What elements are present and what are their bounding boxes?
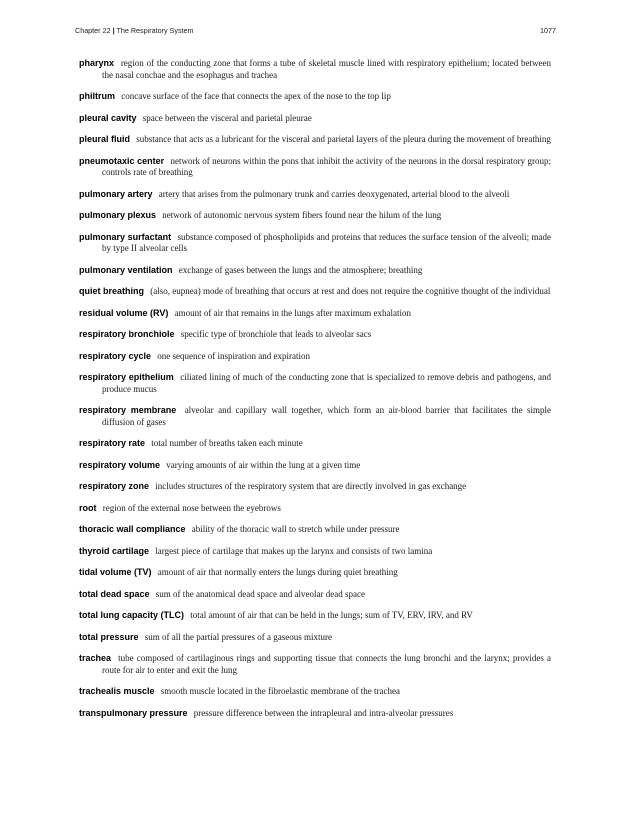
glossary-definition: space between the visceral and parietal pleurae [142,112,312,123]
chapter-title: The Respiratory System [116,26,194,35]
glossary-definition: largest piece of cartilage that makes up the larynx and consists of two lamina [155,545,433,556]
glossary-definition: (also, eupnea) mode of breathing that occurs at rest and does not require the cognitive thought of the individual [150,286,551,296]
glossary-definition: specific type of bronchiole that leads to alveolar sacs [180,329,372,339]
glossary-definition: region of the external nose between the eyebrows [102,502,281,513]
glossary-term: respiratory cycle [79,350,152,361]
glossary-entry [79,210,551,222]
glossary-definition: network of neurons within the pons that inhibit the activity of the neurons in the dorsal respiratory group; controls rate of breathing [102,155,551,177]
glossary-entry [79,438,551,450]
glossary-entry [79,481,551,493]
glossary-term: pneumotaxic center [79,155,165,166]
glossary-term: respiratory rate [79,438,146,448]
glossary-term: tidal volume (TV) [79,567,152,577]
glossary-definition: includes structures of the respiratory system that are directly involved in gas exchange [155,481,467,491]
glossary-term: pulmonary artery [79,188,153,199]
glossary-entry [79,265,551,277]
glossary-definition: artery that arises from the pulmonary trunk and carries deoxygenated, arterial blood to the alveoli [158,188,510,199]
glossary-entry [79,567,551,579]
glossary-definition: one sequence of inspiration and expiration [157,350,310,361]
page-number: 1077 [540,26,556,35]
glossary-entry [79,372,551,395]
glossary-definition: substance composed of phospholipids and proteins that reduces the surface tension of the alveoli; made by type II alveolar cells [102,231,552,253]
glossary-entry [79,232,551,255]
glossary-entry [79,610,551,622]
header-separator: | [112,26,115,35]
glossary-term: pulmonary plexus [79,210,157,220]
glossary-entry [79,708,551,720]
glossary-term: total pressure [79,631,139,642]
glossary-definition: sum of all the partial pressures of a gaseous mixture [144,631,332,642]
glossary-definition: alveolar and capillary wall together, which form an air-blood barrier that facilitates the simple diffusion of gases [102,405,552,427]
glossary-definition: region of the conducting zone that forms a tube of skeletal muscle lined with respiratory epithelium; located between the nasal conchae and the esophagus and trachea [102,58,552,80]
glossary-definition: total amount of air that can be held in the lungs; sum of TV, ERV, IRV, and RV [190,610,473,620]
glossary-entry [79,546,551,558]
glossary-entry [79,156,551,179]
glossary-definition: network of autonomic nervous system fibers found near the hilum of the lung [162,210,442,220]
glossary-definition: exchange of gases between the lungs and the atmosphere; breathing [178,264,423,275]
glossary-entry [79,134,551,146]
glossary-term: trachealis muscle [79,686,155,696]
glossary-term: pulmonary ventilation [79,264,173,275]
glossary-definition: ciliated lining of much of the conducting zone that is specialized to remove debris and pathogens, and produce mucus [102,372,552,394]
glossary-term: total dead space [79,588,150,599]
glossary-term: pleural cavity [79,112,137,123]
glossary-entry [79,91,551,103]
glossary-entry [79,524,551,536]
glossary-definition: amount of air that normally enters the lungs during quiet breathing [157,567,398,577]
running-head [75,25,194,37]
glossary-definition: ability of the thoracic wall to stretch while under pressure [191,524,400,534]
glossary-term: transpulmonary pressure [79,707,188,718]
glossary-entry [79,189,551,201]
glossary-definition: tube composed of cartilaginous rings and supporting tissue that connects the lung bronchi and the larynx; provides a route for air to enter and exit the lung [102,653,551,675]
glossary-entry [79,686,551,698]
glossary-entry [79,329,551,341]
glossary-term: respiratory membrane [79,405,177,415]
glossary-term: respiratory bronchiole [79,329,175,339]
glossary-definition: total number of breaths taken each minute [151,438,303,448]
glossary-term: pharynx [79,58,115,68]
glossary-term: pulmonary surfactant [79,231,172,242]
glossary-list [79,58,551,729]
glossary-entry [79,503,551,515]
glossary-definition: concave surface of the face that connects the apex of the nose to the top lip [121,91,391,101]
glossary-term: quiet breathing [79,286,144,296]
chapter-label: Chapter 22 [75,26,111,35]
glossary-entry [79,460,551,472]
glossary-term: pleural fluid [79,134,131,144]
glossary-term: root [79,502,97,513]
glossary-entry [79,58,551,81]
page-header [75,25,556,37]
glossary-entry [79,405,551,428]
glossary-definition: varying amounts of air within the lung at a given time [166,459,361,470]
glossary-entry [79,286,551,298]
glossary-definition: smooth muscle located in the fibroelastic membrane of the trachea [160,686,400,696]
glossary-term: respiratory volume [79,459,161,470]
glossary-term: respiratory zone [79,481,150,491]
glossary-entry [79,589,551,601]
glossary-entry [79,653,551,676]
glossary-definition: pressure difference between the intrapleural and intra-alveolar pressures [193,707,454,718]
glossary-definition: substance that acts as a lubricant for the visceral and parietal layers of the pleura during the movement of breathing [136,134,551,144]
glossary-definition: amount of air that remains in the lungs after maximum exhalation [174,307,412,318]
glossary-term: respiratory epithelium [79,372,174,382]
glossary-entry [79,113,551,125]
glossary-definition: sum of the anatomical dead space and alveolar dead space [155,588,365,599]
glossary-term: philtrum [79,91,115,101]
glossary-term: trachea [79,653,112,663]
glossary-term: residual volume (RV) [79,307,169,318]
glossary-entry [79,308,551,320]
glossary-term: thoracic wall compliance [79,524,186,534]
glossary-term: thyroid cartilage [79,545,150,556]
glossary-term: total lung capacity (TLC) [79,610,185,620]
glossary-entry [79,351,551,363]
glossary-entry [79,632,551,644]
